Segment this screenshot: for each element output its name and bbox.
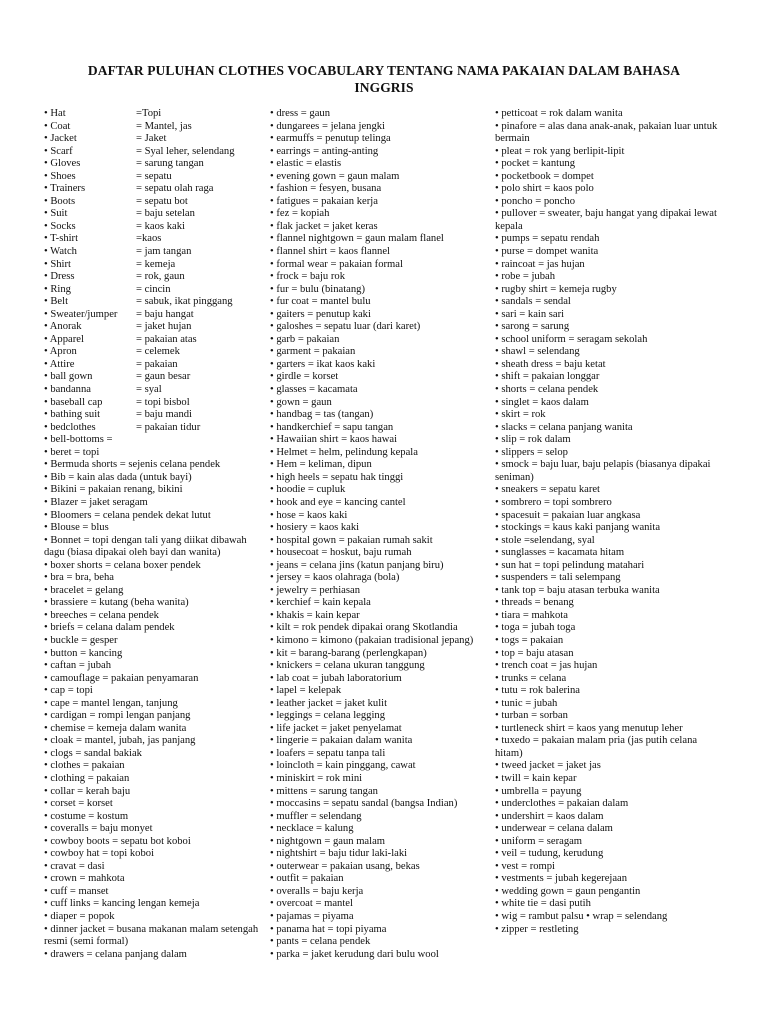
- vocab-entry: • cowboy hat = topi koboi: [44, 848, 155, 860]
- vocab-entry: • dinner jacket = busana makanan malam setengah resmi (semi formal): [44, 923, 259, 948]
- vocab-entry: [44, 284, 266, 297]
- vocab-entry: [44, 259, 266, 272]
- vocab-entry: • toga = jubah toga: [495, 622, 576, 634]
- vocab-meaning: = Jaket: [136, 133, 167, 145]
- vocab-term: • Socks: [44, 220, 76, 232]
- vocab-entry: [44, 384, 266, 397]
- vocab-entry: [44, 146, 266, 159]
- vocab-entry: • corset = korset: [44, 798, 113, 810]
- vocab-entry: • Hawaiian shirt = kaos hawai: [270, 434, 398, 446]
- vocab-column-3: [495, 108, 725, 936]
- vocab-entry: • uniform = seragam: [495, 835, 583, 847]
- vocab-entry: • spacesuit = pakaian luar angkasa: [495, 509, 641, 521]
- vocab-entry: • trench coat = jas hujan: [495, 660, 598, 672]
- vocab-entry: • briefs = celana dalam pendek: [44, 622, 175, 634]
- vocab-entry: • Bermuda shorts = sejenis celana pendek: [44, 459, 221, 471]
- vocab-term: • Gloves: [44, 158, 81, 170]
- vocab-entry: • nightgown = gaun malam: [270, 835, 386, 847]
- vocab-entry: • purse = dompet wanita: [495, 246, 599, 258]
- vocab-entry: • hoodie = cupluk: [270, 484, 346, 496]
- vocab-entry: • Blazer = jaket seragam: [44, 496, 148, 508]
- vocab-entry: • pants = celana pendek: [270, 936, 371, 948]
- vocab-entry: • trunks = celana: [495, 672, 567, 684]
- vocab-entry: • buckle = gesper: [44, 634, 118, 646]
- vocab-entry: • fatigues = pakaian kerja: [270, 195, 378, 207]
- vocab-entry: [44, 334, 266, 347]
- vocab-entry: • smock = baju luar, baju pelapis (biasanya dipakai seniman): [495, 459, 711, 483]
- vocab-entry: • sandals = sendal: [495, 296, 571, 308]
- vocab-entry: • hosiery = kaos kaki: [270, 522, 360, 534]
- vocab-term: • Apparel: [44, 333, 84, 345]
- vocab-entry: • kit = barang-barang (perlengkapan): [270, 647, 427, 659]
- vocab-entry: • hook and eye = kancing cantel: [270, 496, 406, 508]
- vocab-entry: • polo shirt = kaos polo: [495, 183, 594, 195]
- vocab-entry: • fashion = fesyen, busana: [270, 183, 382, 195]
- vocab-meaning: = kaos kaki: [136, 220, 185, 232]
- vocab-entry: • loafers = sepatu tanpa tali: [270, 747, 386, 759]
- vocab-entry: • handbag = tas (tangan): [270, 409, 374, 421]
- vocab-entry: • pullover = sweater, baju hangat yang dipakai lewat kepala: [495, 208, 717, 232]
- vocab-entry: • Helmet = helm, pelindung kepala: [270, 446, 418, 458]
- vocab-entry: • camouflage = pakaian penyamaran: [44, 672, 199, 684]
- vocab-entry: • garters = ikat kaos kaki: [270, 358, 376, 370]
- vocab-meaning: = sepatu bot: [136, 195, 188, 207]
- vocab-term: • ball gown: [44, 371, 93, 383]
- vocab-term: • Anorak: [44, 321, 82, 333]
- vocab-entry: • costume = kostum: [44, 810, 129, 822]
- vocab-entry: • shift = pakaian longgar: [495, 371, 600, 383]
- vocab-entry: • Bonnet = topi dengan tali yang diikat dibawah dagu (biasa dipakai oleh bayi dan wanita): [44, 534, 247, 559]
- vocab-entry: • robe = jubah: [495, 271, 555, 283]
- vocab-term: • Shirt: [44, 258, 71, 270]
- vocab-term: • baseball cap: [44, 396, 103, 408]
- vocab-entry: [44, 309, 266, 322]
- vocab-entry: • pinafore = alas dana anak-anak, pakaian luar untuk bermain: [495, 120, 718, 145]
- vocab-entry: • leather jacket = jaket kulit: [270, 697, 388, 709]
- vocab-entry: • rugby shirt = kemeja rugby: [495, 283, 617, 295]
- vocab-entry: • garment = pakaian: [270, 346, 356, 358]
- vocab-entry: • pajamas = piyama: [270, 911, 354, 922]
- vocab-entry: • sun hat = topi pelindung matahari: [495, 559, 645, 571]
- vocab-entry: • housecoat = hoskut, baju rumah: [270, 547, 412, 559]
- vocab-meaning: = celemek: [136, 346, 180, 358]
- vocab-entry: [44, 296, 266, 309]
- vocab-entry: • cape = mantel lengan, tanjung: [44, 697, 178, 709]
- vocab-entry: • fur coat = mantel bulu: [270, 296, 371, 308]
- vocab-entry: • button = kancing: [44, 647, 123, 659]
- vocab-entry: • veil = tudung, kerudung: [495, 848, 604, 860]
- vocab-entry: • shorts = celana pendek: [495, 384, 599, 396]
- vocab-meaning: = sepatu olah raga: [136, 183, 214, 195]
- vocab-meaning: = jam tangan: [136, 246, 192, 258]
- vocab-entry: • undershirt = kaos dalam: [495, 810, 604, 822]
- vocab-entry: [44, 422, 266, 435]
- vocab-entry: • lingerie = pakaian dalam wanita: [270, 735, 413, 747]
- vocab-entry: • cuff links = kancing lengan kemeja: [44, 898, 200, 910]
- vocab-entry: • outfit = pakaian: [270, 873, 344, 885]
- vocab-entry: • knickers = celana ukuran tanggung: [270, 660, 425, 672]
- vocab-meaning: = jaket hujan: [136, 321, 192, 333]
- vocab-entry: • nightshirt = baju tidur laki-laki: [270, 848, 408, 860]
- vocab-term: • Ring: [44, 283, 71, 295]
- vocab-term: • Scarf: [44, 145, 73, 157]
- vocab-entry: • jersey = kaos olahraga (bola): [270, 572, 400, 584]
- vocab-meaning: = pakaian: [136, 358, 178, 370]
- vocab-term: • Belt: [44, 296, 69, 308]
- vocab-entry: [44, 359, 266, 372]
- vocab-entry: • boxer shorts = celana boxer pendek: [44, 559, 201, 571]
- vocab-entry: • raincoat = jas hujan: [495, 258, 585, 270]
- vocab-meaning: = cincin: [136, 283, 171, 295]
- vocab-entry: • dungarees = jelana jengki: [270, 120, 385, 132]
- vocab-meaning: = gaun besar: [136, 371, 191, 383]
- vocab-entry: • sari = kain sari: [495, 308, 565, 320]
- vocab-entry: • cowboy boots = sepatu bot koboi: [44, 835, 191, 847]
- vocab-entry: • hose = kaos kaki: [270, 509, 348, 521]
- vocab-entry: [44, 121, 266, 134]
- vocab-entry: • evening gown = gaun malam: [270, 170, 400, 182]
- vocab-entry: • kimono = kimono (pakaian tradisional jepang): [270, 634, 474, 646]
- vocab-entry: • underclothes = pakaian dalam: [495, 798, 629, 810]
- vocab-entry: • white tie = dasi putih: [495, 898, 591, 910]
- vocab-entry: • overalls = baju kerja: [270, 885, 364, 897]
- vocab-meaning: = rok, gaun: [136, 271, 185, 283]
- vocab-entry: • slippers = selop: [495, 446, 568, 458]
- vocab-entry: [44, 321, 266, 334]
- vocab-entry: • mittens = sarung tangan: [270, 785, 378, 797]
- vocab-entry: [44, 409, 266, 422]
- vocab-entry: • handkerchief = sapu tangan: [270, 421, 394, 433]
- vocab-entry: • Blouse = blus: [44, 522, 109, 534]
- vocab-entry: • turtleneck shirt = kaos yang menutup leher: [495, 722, 683, 734]
- vocab-entry: • shawl = selendang: [495, 346, 580, 358]
- vocab-meaning: = syal: [136, 384, 162, 396]
- vocab-entry: • bell-bottoms =: [44, 434, 113, 446]
- vocab-entry: • life jacket = jaket penyelamat: [270, 722, 402, 734]
- vocab-entry: • stole =selendang, syal: [495, 534, 595, 546]
- vocab-entry: • coveralls = baju monyet: [44, 823, 153, 835]
- vocab-entry: • flak jacket = jaket keras: [270, 220, 378, 232]
- vocab-term: • Shoes: [44, 170, 76, 182]
- vocab-entry: • wig = rambut palsu • wrap = selendang: [495, 911, 668, 922]
- vocab-entry: [44, 158, 266, 171]
- vocab-entry: • gaiters = penutup kaki: [270, 308, 371, 320]
- vocab-entry: • sneakers = sepatu karet: [495, 484, 600, 496]
- vocab-entry: • glasses = kacamata: [270, 384, 358, 396]
- vocab-term: • Trainers: [44, 183, 86, 195]
- vocab-entry: • bracelet = gelang: [44, 584, 124, 596]
- vocab-entry: • pleat = rok yang berlipit-lipit: [495, 145, 625, 157]
- vocab-entry: • underwear = celana dalam: [495, 823, 613, 835]
- vocab-entry: • girdle = korset: [270, 371, 339, 383]
- vocab-entry: [44, 196, 266, 209]
- vocab-entry: • crown = mahkota: [44, 873, 125, 885]
- vocab-meaning: = baju setelan: [136, 208, 195, 220]
- vocab-entry: • cuff = manset: [44, 885, 109, 897]
- vocab-entry: • tank top = baju atasan terbuka wanita: [495, 584, 660, 596]
- vocab-entry: • beret = topi: [44, 446, 100, 458]
- vocab-term: • Dress: [44, 271, 75, 283]
- vocab-entry: • kilt = rok pendek dipakai orang Skotlandia: [270, 622, 458, 634]
- vocab-entry: • formal wear = pakaian formal: [270, 258, 403, 270]
- vocab-term: • T-shirt: [44, 233, 79, 245]
- vocab-entry: • cardigan = rompi lengan panjang: [44, 710, 191, 722]
- vocab-entry: • lab coat = jubah laboratorium: [270, 672, 402, 684]
- vocab-entry: • dress = gaun: [270, 108, 330, 119]
- vocab-entry: • zipper = restleting: [495, 923, 579, 935]
- vocab-entry: • bra = bra, beha: [44, 572, 114, 584]
- vocab-entry: • hospital gown = pakaian rumah sakit: [270, 534, 433, 546]
- vocab-meaning: = topi bisbol: [136, 396, 190, 408]
- vocab-term: • bandanna: [44, 384, 91, 396]
- vocab-entry: • drawers = celana panjang dalam: [44, 948, 187, 960]
- vocab-entry: • tiara = mahkota: [495, 609, 568, 621]
- vocab-entry: • flannel shirt = kaos flannel: [270, 246, 391, 258]
- vocab-entry: • poncho = poncho: [495, 195, 576, 207]
- vocab-entry: • petticoat = rok dalam wanita: [495, 108, 623, 119]
- vocab-entry: • lapel = kelepak: [270, 685, 342, 697]
- vocab-entry: • pocketbook = dompet: [495, 170, 594, 182]
- vocab-column-2: [270, 108, 494, 961]
- vocab-entry: • sunglasses = kacamata hitam: [495, 547, 625, 559]
- vocab-entry: • clothes = pakaian: [44, 760, 125, 772]
- vocab-term: • Apron: [44, 346, 77, 358]
- vocab-entry: • tunic = jubah: [495, 697, 558, 709]
- vocab-meaning: = baju hangat: [136, 308, 194, 320]
- vocab-entry: • school uniform = seragam sekolah: [495, 333, 648, 345]
- vocab-entry: • pocket = kantung: [495, 158, 575, 170]
- vocab-term: • bedclothes: [44, 421, 96, 433]
- vocab-entry: • sheath dress = baju ketat: [495, 358, 606, 370]
- vocab-meaning: = pakaian atas: [136, 333, 197, 345]
- vocab-entry: • pumps = sepatu rendah: [495, 233, 600, 245]
- vocab-entry: • top = baju atasan: [495, 647, 574, 659]
- vocab-entry: • galoshes = sepatu luar (dari karet): [270, 321, 421, 333]
- vocab-entry: • fez = kopiah: [270, 208, 330, 220]
- vocab-entry: • slacks = celana panjang wanita: [495, 421, 633, 433]
- vocab-entry: [44, 108, 266, 121]
- vocab-entry: • collar = kerah baju: [44, 785, 131, 797]
- vocab-entry: • brassiere = kutang (beha wanita): [44, 597, 189, 609]
- vocab-entry: • cap = topi: [44, 685, 93, 697]
- vocab-entry: • jewelry = perhiasan: [270, 584, 360, 596]
- vocab-entry: • cravat = dasi: [44, 860, 105, 872]
- vocab-entry: • skirt = rok: [495, 409, 546, 421]
- vocab-entry: [44, 246, 266, 259]
- vocab-entry: • tuxedo = pakaian malam pria (jas putih celana hitam): [495, 735, 698, 759]
- vocab-entry: • singlet = kaos dalam: [495, 396, 589, 408]
- vocab-term: • Jacket: [44, 133, 77, 145]
- vocab-entry: • loincloth = kain pinggang, cawat: [270, 760, 416, 772]
- vocab-meaning: =Topi: [136, 108, 162, 119]
- vocab-entry: • earmuffs = penutup telinga: [270, 133, 391, 145]
- vocab-entry: • threads = benang: [495, 597, 574, 609]
- vocab-entry: • breeches = celana pendek: [44, 609, 159, 621]
- vocab-entry: • slip = rok dalam: [495, 434, 571, 446]
- vocab-meaning: =kaos: [136, 233, 162, 245]
- vocab-entry: • tutu = rok balerina: [495, 685, 580, 697]
- vocab-entry: • vest = rompi: [495, 860, 555, 872]
- vocab-entry: • gown = gaun: [270, 396, 332, 408]
- vocab-entry: • frock = baju rok: [270, 271, 345, 283]
- vocab-entry: [44, 208, 266, 221]
- vocab-entry: • kerchief = kain kepala: [270, 597, 371, 609]
- vocab-entry: • chemise = kemeja dalam wanita: [44, 722, 187, 734]
- vocab-entry: • caftan = jubah: [44, 660, 112, 672]
- vocab-term: • bathing suit: [44, 409, 101, 421]
- vocab-entry: • parka = jaket kerudung dari bulu wool: [270, 948, 439, 960]
- vocab-column-1: [44, 108, 266, 961]
- vocab-entry: • umbrella = payung: [495, 785, 582, 797]
- vocab-entry: [44, 171, 266, 184]
- vocab-entry: [44, 233, 266, 246]
- vocab-entry: • high heels = sepatu hak tinggi: [270, 471, 404, 483]
- vocab-entry: [44, 371, 266, 384]
- vocab-entry: • necklace = kalung: [270, 823, 354, 835]
- vocab-entry: • earrings = anting-anting: [270, 145, 379, 157]
- vocab-entry: • elastic = elastis: [270, 158, 342, 170]
- vocab-entry: • clothing = pakaian: [44, 772, 130, 784]
- vocab-entry: • suspenders = tali selempang: [495, 572, 621, 584]
- vocab-entry: • turban = sorban: [495, 710, 568, 722]
- vocab-term: • Attire: [44, 358, 75, 370]
- vocab-entry: [44, 133, 266, 146]
- vocab-entry: • Bloomers = celana pendek dekat lutut: [44, 509, 211, 521]
- vocab-entry: • fur = bulu (binatang): [270, 283, 365, 295]
- vocab-entry: [44, 183, 266, 196]
- vocab-meaning: = Mantel, jas: [136, 120, 192, 132]
- vocab-entry: • panama hat = topi piyama: [270, 923, 387, 935]
- vocab-meaning: = sepatu: [136, 170, 172, 182]
- vocab-entry: • stockings = kaus kaki panjang wanita: [495, 522, 661, 534]
- vocab-entry: • cloak = mantel, jubah, jas panjang: [44, 735, 196, 747]
- vocab-entry: • tweed jacket = jaket jas: [495, 760, 601, 772]
- vocab-entry: • Bib = kain alas dada (untuk bayi): [44, 471, 192, 483]
- vocab-entry: • Bikini = pakaian renang, bikini: [44, 484, 183, 496]
- vocab-entry: • jeans = celana jins (katun panjang biru): [270, 559, 444, 571]
- vocab-term: • Hat: [44, 108, 66, 119]
- vocab-entry: • leggings = celana legging: [270, 710, 386, 722]
- vocab-entry: • togs = pakaian: [495, 634, 564, 646]
- vocab-meaning: = baju mandi: [136, 409, 192, 421]
- vocab-entry: • diaper = popok: [44, 911, 115, 922]
- vocab-entry: • flannel nightgown = gaun malam flanel: [270, 233, 444, 245]
- vocab-entry: • overcoat = mantel: [270, 898, 353, 910]
- vocab-entry: • khakis = kain kepar: [270, 609, 360, 621]
- vocab-term: • Watch: [44, 246, 77, 258]
- vocab-term: • Suit: [44, 208, 68, 220]
- vocab-meaning: = sabuk, ikat pinggang: [136, 296, 233, 308]
- vocab-entry: • moccasins = sepatu sandal (bangsa Indian): [270, 798, 458, 810]
- vocab-entry: • garb = pakaian: [270, 333, 340, 345]
- vocab-term: • Sweater/jumper: [44, 308, 118, 320]
- vocab-entry: • vestments = jubah kegerejaan: [495, 873, 628, 885]
- vocab-entry: [44, 271, 266, 284]
- vocab-entry: • twill = kain kepar: [495, 772, 577, 784]
- vocab-entry: [44, 221, 266, 234]
- vocab-entry: • sarong = sarung: [495, 321, 570, 333]
- vocab-term: • Coat: [44, 120, 71, 132]
- vocab-entry: • miniskirt = rok mini: [270, 772, 363, 784]
- vocab-entry: • Hem = keliman, dipun: [270, 459, 372, 471]
- vocab-term: • Boots: [44, 195, 76, 207]
- vocab-entry: [44, 397, 266, 410]
- vocab-meaning: = Syal leher, selendang: [136, 145, 235, 157]
- vocab-meaning: = pakaian tidur: [136, 421, 201, 433]
- vocab-entry: [44, 346, 266, 359]
- vocab-entry: • sombrero = topi sombrero: [495, 496, 612, 508]
- vocab-meaning: = sarung tangan: [136, 158, 204, 170]
- vocab-meaning: = kemeja: [136, 258, 176, 270]
- vocab-entry: • wedding gown = gaun pengantin: [495, 885, 641, 897]
- page-title: DAFTAR PULUHAN CLOTHES VOCABULARY TENTANG NAMA PAKAIAN DALAM BAHASA INGGRIS: [87, 63, 681, 95]
- vocab-entry: • outerwear = pakaian usang, bekas: [270, 860, 420, 872]
- vocab-entry: • muffler = selendang: [270, 810, 362, 822]
- vocab-entry: • clogs = sandal bakiak: [44, 747, 142, 759]
